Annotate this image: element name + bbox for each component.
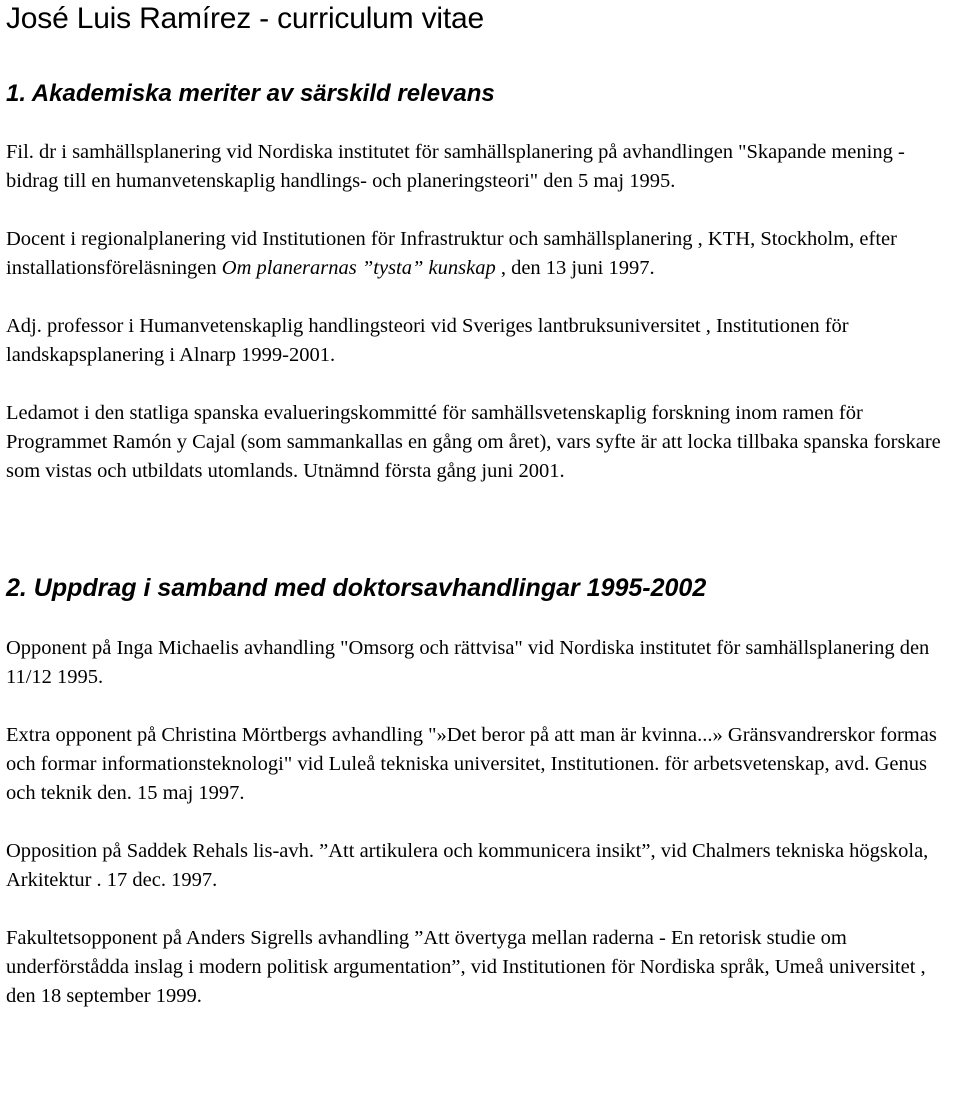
- paragraph-opposition-rehal: Opposition på Saddek Rehals lis-avh. ”Att artikulera och kommunicera insikt”, vid Chalmers tekniska högskola, Arkitektur . 17 dec. 1997.: [6, 840, 929, 891]
- paragraph-phd: Fil. dr i samhällsplanering vid Nordiska institutet för samhällsplanering på avhandlingen "Skapande mening - bidrag till en humanvetenskaplig handlings- och planeringsteori" den 5 maj 1995.: [6, 141, 905, 192]
- paragraph-opponent-mortberg: Extra opponent på Christina Mörtbergs avhandling "»Det beror på att man är kvinna...» Gränsvandrerskor formas och formar informationsteknologi" vid Luleå tekniska universitet, Institutionen. för arbetsvetenskap, avd. Genus och teknik den. 15 maj 1997.: [6, 724, 937, 804]
- lecture-title: Om planerarnas ”tysta” kunskap: [221, 257, 496, 279]
- section-academic-merits: [6, 80, 952, 486]
- section-heading-2: [6, 574, 952, 602]
- paragraph-docent: [6, 225, 952, 283]
- paragraph-docent-text-a: Docent i regionalplanering vid Institutionen för Infrastruktur och samhällsplanering , KTH, Stockholm, efter installationsföreläsningen: [6, 228, 897, 279]
- section-heading-2-text: Uppdrag i samband med doktorsavhandlingar 1995-2002: [26, 574, 707, 602]
- paragraph-adj-professor: Adj. professor i Humanvetenskaplig handlingsteori vid Sveriges lantbruksuniversitet , Institutionen för landskapsplanering i Alnarp 1999-2001.: [6, 315, 849, 366]
- section-dissertation-assignments: [6, 574, 952, 1011]
- document-title: José Luis Ramírez - curriculum vitae: [6, 2, 484, 35]
- section-heading-1: 1. Akademiska meriter av särskild relevans: [6, 80, 495, 107]
- paragraph-faculty-opponent-sigrell: Fakultetsopponent på Anders Sigrells avhandling ”Att övertyga mellan raderna - En retorisk studie om underförstådda inslag i modern politisk argumentation”, vid Institutionen för Nordiska språk, Umeå universitet , den 18 september 1999.: [6, 927, 926, 1007]
- paragraph-committee: Ledamot i den statliga spanska evalueringskommitté för samhällsvetenskaplig forskning inom ramen för Programmet Ramón y Cajal (som sammankallas en gång om året), vars syfte är att locka tillbaka spanska forskare som vistas och utbildats utomlands. Utnämnd första gång juni 2001.: [6, 402, 941, 482]
- paragraph-opponent-michaelis: Opponent på Inga Michaelis avhandling "Omsorg och rättvisa" vid Nordiska institutet för samhällsplanering den 11/12 1995.: [6, 637, 930, 688]
- section-heading-2-number: 2.: [6, 574, 27, 602]
- paragraph-docent-text-b: , den 13 juni 1997.: [495, 257, 655, 279]
